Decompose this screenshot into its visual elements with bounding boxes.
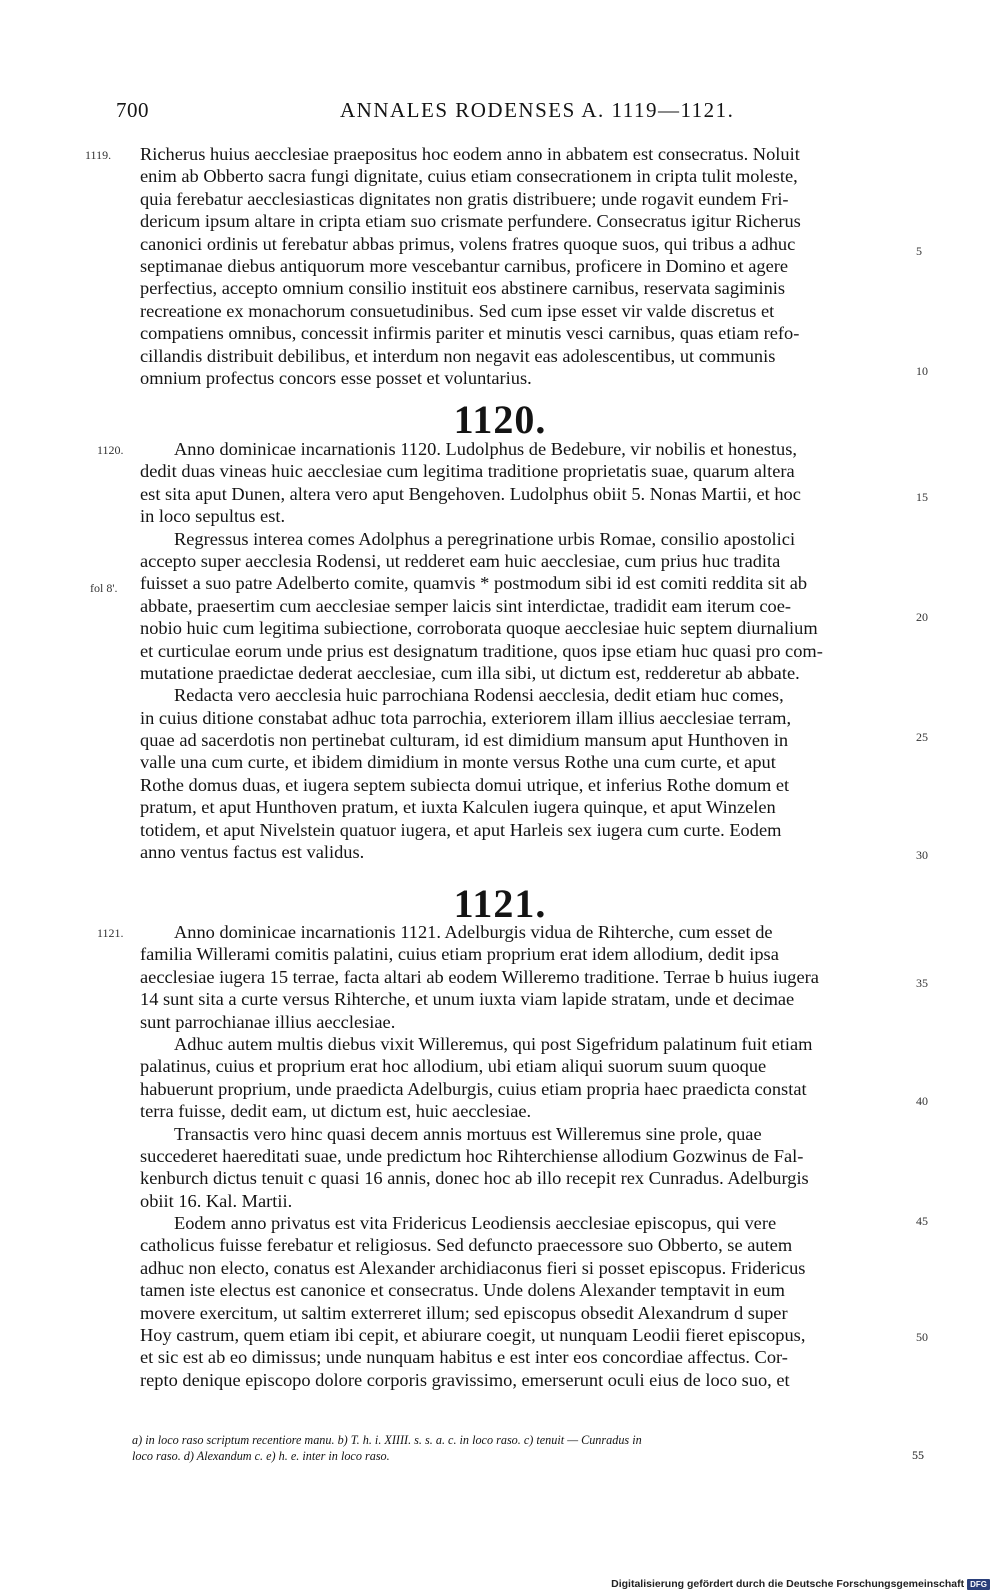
text-line: succederet haereditati suae, unde predictum hoc Rihterchiense allodium Gozwinus de Fal- xyxy=(140,1145,804,1166)
text-line: enim ab Obberto sacra fungi dignitate, cuius etiam consecrationem in cripta tulit moleste, xyxy=(140,166,798,187)
text-line: familia Willerami comitis palatini, cuius etiam proprium erat idem allodium, dedit ipsa xyxy=(140,944,779,965)
text-line: repto denique episcopo dolore corporis gravissimo, emerserunt oculi eius de loco suo, et xyxy=(140,1369,790,1390)
text-line: sunt parrochianae illius aecclesiae. xyxy=(140,1011,396,1032)
text-line: omnium profectus concors esse posset et voluntarius. xyxy=(140,367,532,388)
text-line: perfectius, accepto omnium consilio instituit eos abstinere carnibus, reservata sagiminis xyxy=(140,278,786,299)
text-line: habuerunt proprium, unde praedicta Adelburgis, cuius etiam propria haec praedicta constat xyxy=(140,1078,807,1099)
text-line: loco raso. d) Alexandum c. e) h. e. inter in loco raso. xyxy=(132,1449,390,1463)
text-line: Rothe domus duas, et iugera septem subiecta domui utrique, et inferius Rothe domum et xyxy=(140,774,790,795)
margin-year-1119: 1119. xyxy=(85,148,112,162)
text-line: pratum, et aput Hunthoven pratum, et iuxta Kalculen iugera quinque, et aput Winzelen xyxy=(140,797,776,818)
text-line: Anno dominicae incarnationis 1120. Ludolphus de Bedebure, vir nobilis et honestus, xyxy=(174,439,797,459)
text-line: Transactis vero hinc quasi decem annis mortuus est Willeremus sine prole, quae xyxy=(174,1123,762,1144)
text-line: quia ferebatur aecclesiasticas dignitates non gratis distribuere; unde rogavit eundem Fri- xyxy=(140,188,789,209)
margin-year-1120: 1120. xyxy=(97,443,124,457)
text-line: in loco sepultus est. xyxy=(140,506,286,527)
text-line: in cuius ditione constabat adhuc tota parrochia, exteriorem illam illius aecclesiae terram, xyxy=(140,707,792,728)
text-line: fuisset a suo patre Adelberto comite, quamvis * postmodum sibi id est comiti reddita sit ab xyxy=(140,573,808,594)
line-number-40: 40 xyxy=(916,1094,928,1108)
text-line: dedit duas vineas huic aecclesiae cum legitima traditione proprietatis suae, quarum altera xyxy=(140,461,795,482)
text-line: dericum ipsum altare in cripta etiam suo crismate perfundere. Consecratus igitur Richerus xyxy=(140,211,801,232)
text-line: adhuc non electo, conatus est Alexander archidiaconus fieri si posset episcopus. Fridericus xyxy=(140,1257,806,1278)
line-number-10: 10 xyxy=(916,364,928,378)
text-line: 14 sunt sita a curte versus Rihterche, et unum iuxta viam lapide stratam, unde et decimae xyxy=(140,989,795,1010)
text-line: a) in loco raso scriptum recentiore manu. b) T. h. i. XIIII. s. s. a. c. in loco raso. c) tenuit — Cunradus in xyxy=(132,1433,642,1447)
text-block-1119 xyxy=(140,143,910,389)
text-line: et sic est ab eo dimissus; unde nunquam habitus e est inter eos concordiae affectus. Cor- xyxy=(140,1347,788,1368)
dfg-logo: DFG xyxy=(967,1579,990,1590)
line-number-20: 20 xyxy=(916,610,928,624)
text-line: abbate, praesertim cum aecclesiae semper laicis sint interdictae, tradidit eam iterum coe- xyxy=(140,595,792,616)
year-heading-1121: 1121. xyxy=(453,881,547,926)
text-line: et curticulae eorum unde prius est designatum traditione, quos ipse etiam huc quasi pro com- xyxy=(140,640,823,661)
text-line: Eodem anno privatus est vita Fridericus Leodiensis aecclesiae episcopus, qui vere xyxy=(174,1213,777,1234)
text-line: Redacta vero aecclesia huic parrochiana Rodensi aecclesia, dedit etiam huc comes, xyxy=(174,685,784,706)
line-number-25: 25 xyxy=(916,730,928,744)
text-line: valle una cum curte, et ibidem dimidium in monte versus Rothe una cum curte, et aput xyxy=(140,752,776,773)
text-line: terra fuisse, dedit eam, ut dictum est, huic aecclesiae. xyxy=(140,1101,532,1122)
text-line: Regressus interea comes Adolphus a peregrinatione urbis Romae, consilio apostolici xyxy=(174,528,796,549)
footnotes xyxy=(132,1432,912,1464)
page-number: 700 xyxy=(116,98,149,122)
credit-text: Digitalisierung gefördert durch die Deutsche Forschungsgemeinschaft xyxy=(611,1578,965,1590)
text-line: compatiens omnibus, concessit infirmis pariter et minutis vesci carnibus, quas etiam refo- xyxy=(140,323,800,344)
text-line: accepto super aecclesia Rodensi, ut redderet eam huic aecclesiae, cum prius huc tradita xyxy=(140,550,781,571)
text-line: cillandis distribuit debilibus, et interdum non negavit eas adolescentibus, ut communis xyxy=(140,345,776,366)
margin-year-1121: 1121. xyxy=(97,926,124,940)
text-line: nobio huic cum legitima subiectione, corroborata quoque aecclesiae huic septem diurnalium xyxy=(140,618,818,639)
folio-note: fol 8'. xyxy=(90,581,118,595)
text-line: tamen iste electus est canonice et consecratus. Unde dolens Alexander temptavit in eum xyxy=(140,1280,785,1301)
line-number-15: 15 xyxy=(916,490,928,504)
text-line: anno ventus factus est validus. xyxy=(140,842,365,863)
text-line: septimanae diebus antiquorum more vescebantur carnibus, proficere in Domino et agere xyxy=(140,255,789,276)
line-number-35: 35 xyxy=(916,976,928,990)
year-heading-1120: 1120. xyxy=(453,397,547,442)
text-line: catholicus fuisse ferebatur et religiosus. Sed defuncto praecessore suo Obberto, se autem xyxy=(140,1235,793,1256)
text-line: aecclesiae iugera 15 terrae, facta altari ab eodem Willeremo traditione. Terrae b huius iugera xyxy=(140,966,819,987)
text-line: Hoy castrum, quem etiam ibi cepit, et abiurare coegit, ut nunquam Leodii fieret episcopus, xyxy=(140,1325,806,1346)
text-line: Adhuc autem multis diebus vixit Willeremus, qui post Sigefridum palatinum fuit etiam xyxy=(174,1033,813,1054)
text-line: obiit 16. Kal. Martii. xyxy=(140,1190,293,1211)
text-line: Anno dominicae incarnationis 1121. Adelburgis vidua de Rihterche, cum esset de xyxy=(174,922,773,942)
running-title: ANNALES RODENSES A. 1119—1121. xyxy=(340,98,735,122)
footnote-line-number: 55 xyxy=(912,1448,924,1462)
dfg-credit xyxy=(611,1578,990,1590)
line-number-50: 50 xyxy=(916,1330,928,1344)
text-block-1121 xyxy=(140,921,910,1391)
text-line: movere exercitum, ut saltim exterreret illum; sed episcopus obsedit Alexandrum d super xyxy=(140,1302,788,1323)
text-block-1120 xyxy=(140,438,910,863)
text-line: palatinus, cuius et proprium erat hoc allodium, ubi etiam aliqui suorum suum quoque xyxy=(140,1056,767,1077)
text-line: mutatione praedictae dederat aecclesiae, cum illa sibi, ut dictum est, redderetur ab abbate. xyxy=(140,662,800,683)
text-line: Richerus huius aecclesiae praepositus hoc eodem anno in abbatem est consecratus. Noluit xyxy=(140,144,800,164)
text-line: totidem, et aput Nivelstein quatuor iugera, et aput Harleis sex iugera cum curte. Eodem xyxy=(140,819,782,840)
line-number-45: 45 xyxy=(916,1214,928,1228)
line-number-5: 5 xyxy=(916,244,922,258)
text-line: quae ad sacerdotis non pertinebat culturam, id est dimidium mansum aput Hunthoven in xyxy=(140,730,789,751)
text-line: recreatione ex monachorum consuetudinibus. Sed cum ipse esset vir valde discretus et xyxy=(140,300,775,321)
text-line: canonici ordinis ut ferebatur abbas primus, volens fratres quoque suos, qui tribus a adhuc xyxy=(140,233,796,254)
text-line: est sita aput Dunen, altera vero aput Bengehoven. Ludolphus obiit 5. Nonas Martii, et hoc xyxy=(140,483,801,504)
text-line: kenburch dictus tenuit c quasi 16 annis, donec hoc ab illo recepit rex Cunradus. Adelburgis xyxy=(140,1168,809,1189)
line-number-30: 30 xyxy=(916,848,928,862)
